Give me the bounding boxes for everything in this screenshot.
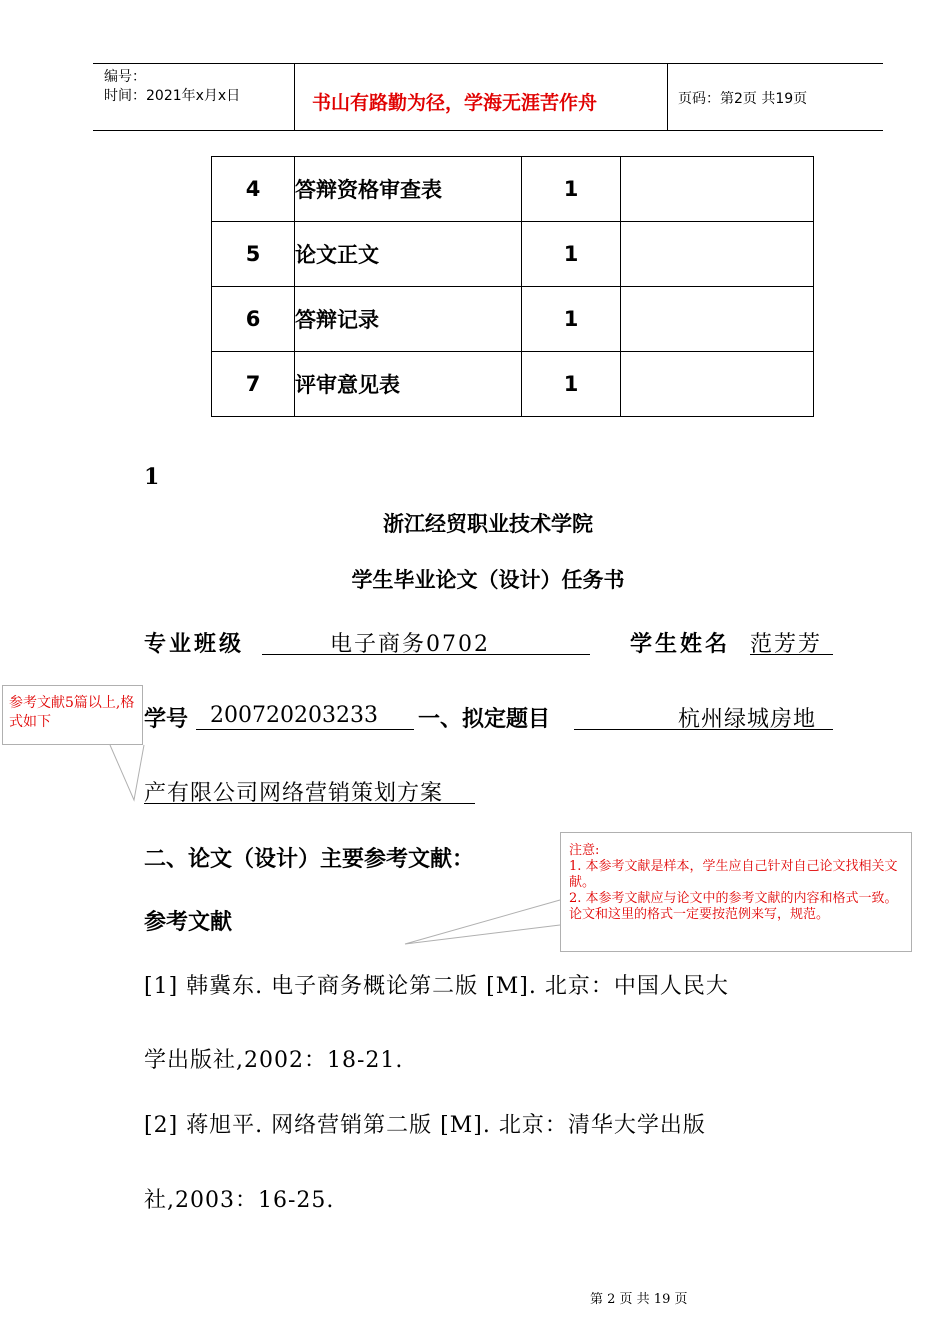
header-motto: 书山有路勤为径，学海无涯苦作舟 [312,92,598,114]
reference-2-line1: [2] 蒋旭平. 网络营销第二版 [M]. 北京：清华大学出版 [144,1113,706,1138]
right-callout-item-1: 1. 本参考文献是样本，学生应自己针对自己论文找相关文献。 [569,859,898,890]
row-name: 答辩记录 [295,287,522,352]
topic-value-line2: 产有限公司网络营销策划方案 [144,781,444,806]
row-name: 论文正文 [295,222,522,287]
row-quantity: 1 [522,287,621,352]
header-number-label: 编号： [104,69,146,85]
student-name-value: 范芳芳 [750,632,823,657]
row-number: 4 [212,157,295,222]
references-title: 参考文献 [144,910,233,935]
row-quantity: 1 [522,222,621,287]
school-name: 浙江经贸职业技术学院 [383,512,593,536]
header-page-info: 页码：第2页 共19页 [678,91,808,107]
footer-page-number: 第 2 页 共 19 页 [590,1292,688,1307]
right-callout-item-2: 2. 本参考文献应与论文中的参考文献的内容和格式一致。论文和这里的格式一定要按范例来写，规范。 [569,891,898,922]
header-time-label: 时间：2021年x月x日 [104,88,241,104]
major-label: 专业班级 [144,632,245,657]
major-value: 电子商务0702 [330,632,490,657]
right-callout-note [560,832,912,952]
reference-1-line2: 学出版社,2002：18-21. [144,1048,404,1073]
row-number: 7 [212,352,295,417]
section-number: 1 [144,464,160,490]
topic-value-line1: 杭州绿城房地 [678,707,817,732]
right-callout-title: 注意: [569,843,600,858]
row-name: 答辩资格审查表 [295,157,522,222]
left-callout-text: 参考文献5篇以上,格式如下 [9,695,135,730]
reference-1-line1: [1] 韩冀东. 电子商务概论第二版 [M]. 北京：中国人民大 [144,974,729,999]
student-name-label: 学生姓名 [630,632,731,657]
left-callout-note [2,685,143,745]
document-subtitle: 学生毕业论文（设计）任务书 [351,568,625,592]
student-id-label: 学号 [144,707,189,732]
row-name: 评审意见表 [295,352,522,417]
references-heading: 二、论文（设计）主要参考文献： [144,847,475,872]
row-quantity: 1 [522,352,621,417]
row-number: 6 [212,287,295,352]
row-number: 5 [212,222,295,287]
row-quantity: 1 [522,157,621,222]
reference-2-line2: 社,2003：16-25. [144,1188,335,1213]
topic-label: 一、拟定题目 [418,707,551,732]
student-id-value: 200720203233 [210,703,378,728]
